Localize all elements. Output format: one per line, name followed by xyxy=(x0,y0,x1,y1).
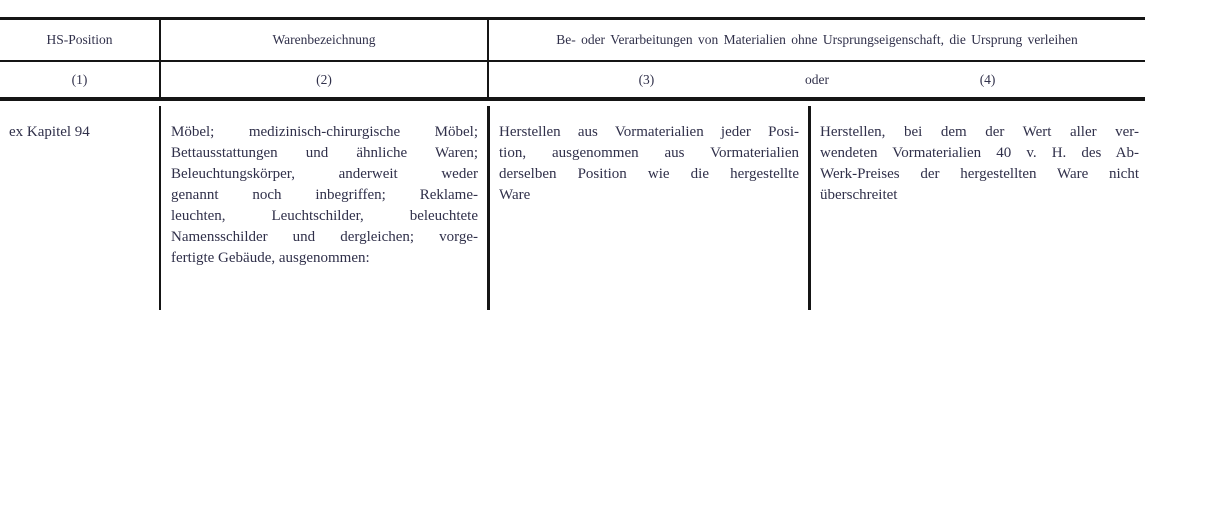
column-or-label: oder xyxy=(805,71,829,87)
header-warenbezeichnung: Warenbezeichnung xyxy=(159,20,487,60)
column-number-3-or-4 xyxy=(487,62,1145,97)
text-line: Werk-Preises der hergestellten Ware nicht xyxy=(820,166,1139,182)
text-line: Herstellen, bei dem der Wert aller ver- xyxy=(820,124,1139,140)
rules-of-origin-table xyxy=(0,17,1145,310)
text-line: Namensschilder und dergleichen; vorge- xyxy=(171,229,478,245)
text-line: Herstellen aus Vormaterialien jeder Posi- xyxy=(499,124,799,140)
header-working-processing: Be- oder Verarbeitungen von Materialien ohne Ursprungseigenschaft, die Ursprung verleihen xyxy=(487,20,1145,60)
header-hs-position: HS-Position xyxy=(46,32,113,47)
column-number-3: (3) xyxy=(638,71,655,87)
column-number-2: (2) xyxy=(159,62,487,97)
text-line: leuchten, Leuchtschilder, beleuchtete xyxy=(171,208,478,224)
text-line: tion, ausgenommen aus Vormaterialien xyxy=(499,145,799,161)
column-number-4: (4) xyxy=(979,71,996,87)
text-line: Ware xyxy=(499,187,531,203)
text-line: Bettausstattungen und ähnliche Waren; xyxy=(171,145,478,161)
table-header-row xyxy=(0,17,1145,60)
column-number-1: (1) xyxy=(71,71,88,87)
text-line: überschreitet xyxy=(820,187,898,203)
cell-rule-column4 xyxy=(808,106,1145,310)
table-column-number-row xyxy=(0,60,1145,97)
cell-rule-column3 xyxy=(487,106,808,310)
table-row-ex-kapitel-94 xyxy=(0,97,1145,310)
cell-hs-position: ex Kapitel 94 xyxy=(9,124,90,140)
text-line: wendeten Vormaterialien 40 v. H. des Ab- xyxy=(820,145,1139,161)
text-line: Möbel; medizinisch-chirurgische Möbel; xyxy=(171,124,478,140)
text-line: genannt noch inbegriffen; Reklame- xyxy=(171,187,478,203)
text-line: Beleuchtungskörper, anderweit weder xyxy=(171,166,478,182)
text-line: fertigte Gebäude, ausgenommen: xyxy=(171,250,370,266)
cell-goods-description xyxy=(159,106,487,310)
text-line: derselben Position wie die hergestellte xyxy=(499,166,799,182)
